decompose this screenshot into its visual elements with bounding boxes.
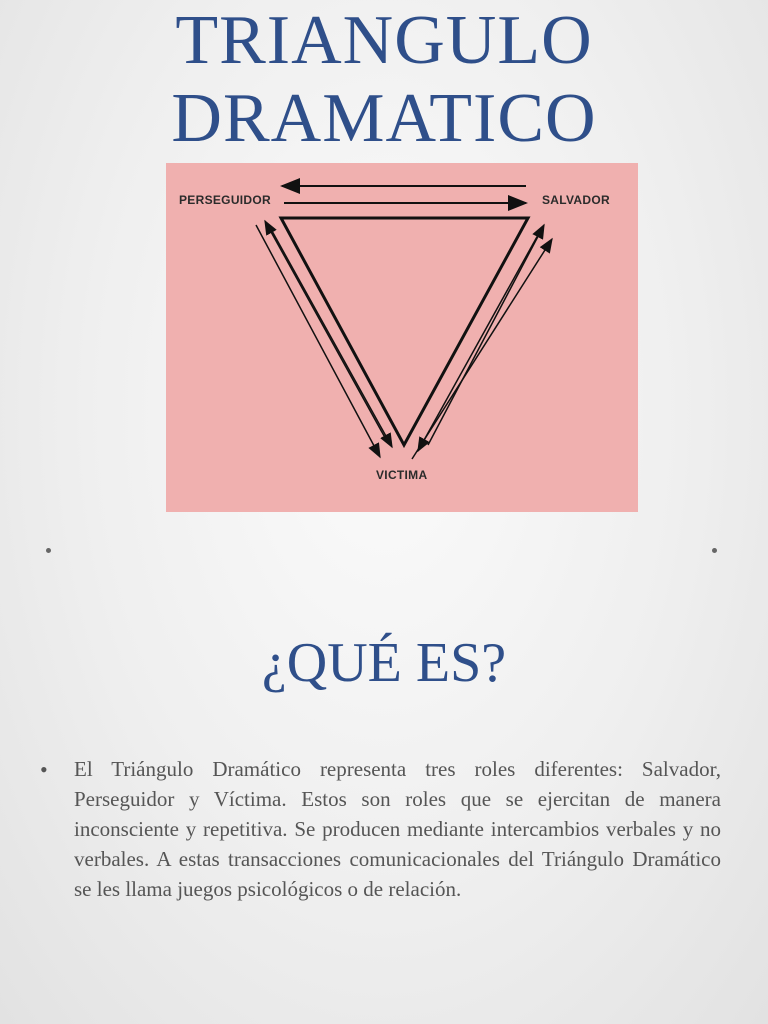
arrow-right-up-2 xyxy=(412,239,552,459)
arrow-right-up-1 xyxy=(428,225,544,445)
slide-title-line-2: DRAMATICO xyxy=(171,80,597,157)
drama-triangle-diagram xyxy=(166,163,638,512)
slide-2 xyxy=(0,512,768,1024)
label-victima: VICTIMA xyxy=(376,468,428,482)
triangle-shape xyxy=(281,218,528,445)
slide-title-line-1: TRIANGULO xyxy=(175,2,593,79)
arrow-left-up xyxy=(265,221,388,443)
paragraph-bullet: • xyxy=(40,757,48,782)
arrow-left-down-2 xyxy=(272,231,392,447)
arrow-left-down-1 xyxy=(256,225,380,457)
label-salvador: SALVADOR xyxy=(542,193,610,207)
triangle-svg xyxy=(166,163,638,512)
label-perseguidor: PERSEGUIDOR xyxy=(179,193,271,207)
paragraph-text: El Triángulo Dramático representa tres roles diferentes: Salvador, Perseguidor y Víctima. Estos son roles que se ejercitan de manera inconsciente y repetitiva. Se producen mediante intercambios verbales y no verbales. A estas transacciones comunicacionales del Triángulo Dramático se les llama juegos psicológicos o de relación. xyxy=(74,757,721,901)
slide-2-title: ¿QUÉ ES? xyxy=(261,632,507,694)
arrow-right-down xyxy=(418,235,538,451)
